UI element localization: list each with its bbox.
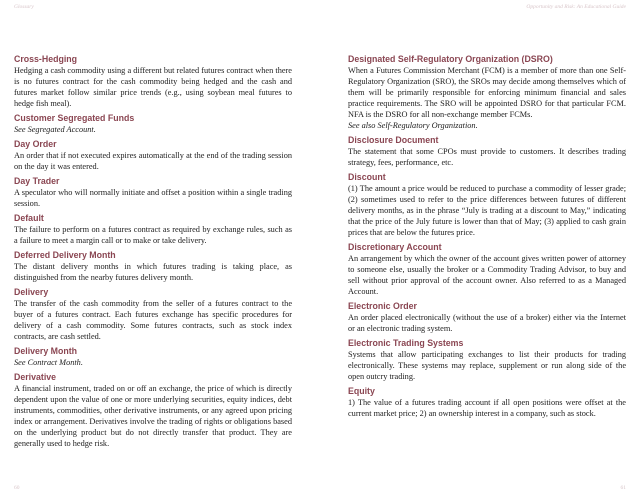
glossary-definition: (1) The amount a price would be reduced to purchase a commodity of lesser grade; (2) sometimes used to refer to the price differences between futures of different delivery months, as in the phrase “July is trading at a discount to May,” indicating that the price of the July future is lower than that of May; (3) applied to cash grain prices that are below the futures price. [348, 184, 626, 237]
glossary-definition: When a Futures Commission Merchant (FCM) is a member of more than one Self-Regulatory Organization (SRO), the SROs may decide among themselves which of them will be primarily responsible for enforcing minimum financial and sales practice requirements. The SRO will be appointed DSRO for that particular FCM. NFA is the DSRO for all non-exchange member FCMs. [348, 66, 626, 119]
glossary-term: Discount [348, 172, 386, 182]
glossary-entry [14, 176, 292, 209]
glossary-entry [348, 135, 626, 168]
glossary-term: Default [14, 213, 44, 223]
glossary-entry [348, 242, 626, 297]
glossary-term: Electronic Order [348, 301, 417, 311]
glossary-term: Delivery [14, 287, 49, 297]
glossary-term: Deferred Delivery Month [14, 250, 116, 260]
glossary-definition: The transfer of the cash commodity from the seller of a futures contract to the buyer of a futures contract. Each futures exchange has specific procedures for delivery of a cash commodity. Some futures contracts, such as stock index contracts, are cash settled. [14, 299, 292, 341]
left-column [14, 54, 292, 453]
glossary-definition: The distant delivery months in which futures trading is taking place, as distinguished from the nearby futures delivery month. [14, 262, 292, 282]
glossary-definition: Systems that allow participating exchanges to list their products for trading electronically. These systems may replace, supplement or run along side of the open outcry trading. [348, 350, 626, 381]
glossary-see-reference: See Contract Month. [14, 358, 83, 367]
glossary-definition: An order placed electronically (without the use of a broker) either via the Internet or an electronic trading system. [348, 313, 626, 333]
glossary-entry [14, 372, 292, 449]
glossary-term: Designated Self-Regulatory Organization (DSRO) [348, 54, 553, 64]
glossary-entry [348, 338, 626, 382]
page-number-left: 60 [14, 485, 20, 491]
glossary-entry [348, 172, 626, 238]
glossary-term: Day Order [14, 139, 57, 149]
glossary-entry [14, 139, 292, 172]
glossary-see-reference: See Segregated Account. [14, 125, 96, 134]
glossary-term: Discretionary Account [348, 242, 442, 252]
running-header-left: Glossary [14, 4, 34, 10]
glossary-term: Equity [348, 386, 375, 396]
glossary-entry [14, 54, 292, 109]
glossary-definition: A speculator who will normally initiate and offset a position within a single trading session. [14, 188, 292, 208]
glossary-see-reference: See also Self-Regulatory Organization. [348, 121, 478, 130]
glossary-term: Disclosure Document [348, 135, 439, 145]
glossary-definition: The failure to perform on a futures contract as required by exchange rules, such as a failure to meet a margin call or to make or take delivery. [14, 225, 292, 245]
glossary-term: Day Trader [14, 176, 60, 186]
glossary-term: Electronic Trading Systems [348, 338, 464, 348]
glossary-entry [14, 287, 292, 342]
page-number-right: 61 [620, 485, 626, 491]
glossary-entry [348, 301, 626, 334]
right-column [348, 54, 626, 423]
glossary-entry [348, 386, 626, 419]
glossary-entry [14, 250, 292, 283]
glossary-definition: An arrangement by which the owner of the account gives written power of attorney to someone else, usually the broker or a Commodity Trading Advisor, to buy and sell without prior approval of the account owner. Also referred to as a Managed Account. [348, 254, 626, 296]
glossary-definition: An order that if not executed expires automatically at the end of the trading session on the day it was entered. [14, 151, 292, 171]
glossary-entry [14, 346, 292, 368]
glossary-entry [14, 113, 292, 135]
glossary-definition: The statement that some CPOs must provide to customers. It describes trading strategy, fees, performance, etc. [348, 147, 626, 167]
glossary-definition: 1) The value of a futures trading account if all open positions were offset at the current market price; 2) an ownership interest in a company, such as stock. [348, 398, 626, 418]
glossary-term: Cross-Hedging [14, 54, 78, 64]
glossary-definition: A financial instrument, traded on or off an exchange, the price of which is directly dependent upon the value of one or more underlying securities, equity indices, debt instruments, commodities, other derivative instruments, or any agreed upon pricing index or arrangement. Derivatives involve the trading of rights or obligations based on the underlying product but do not directly transfer that product. They are generally used to hedge risk. [14, 384, 292, 448]
glossary-term: Customer Segregated Funds [14, 113, 135, 123]
glossary-term: Delivery Month [14, 346, 78, 356]
glossary-entry [348, 54, 626, 131]
glossary-definition: Hedging a cash commodity using a different but related futures contract when there is no futures contract for the cash commodity being hedged and the cash and futures market follow similar price trends (e.g., using soybean meal futures to hedge fish meal). [14, 66, 292, 108]
glossary-entry [14, 213, 292, 246]
running-header-right: Opportunity and Risk: An Educational Guide [526, 4, 626, 10]
glossary-term: Derivative [14, 372, 57, 382]
